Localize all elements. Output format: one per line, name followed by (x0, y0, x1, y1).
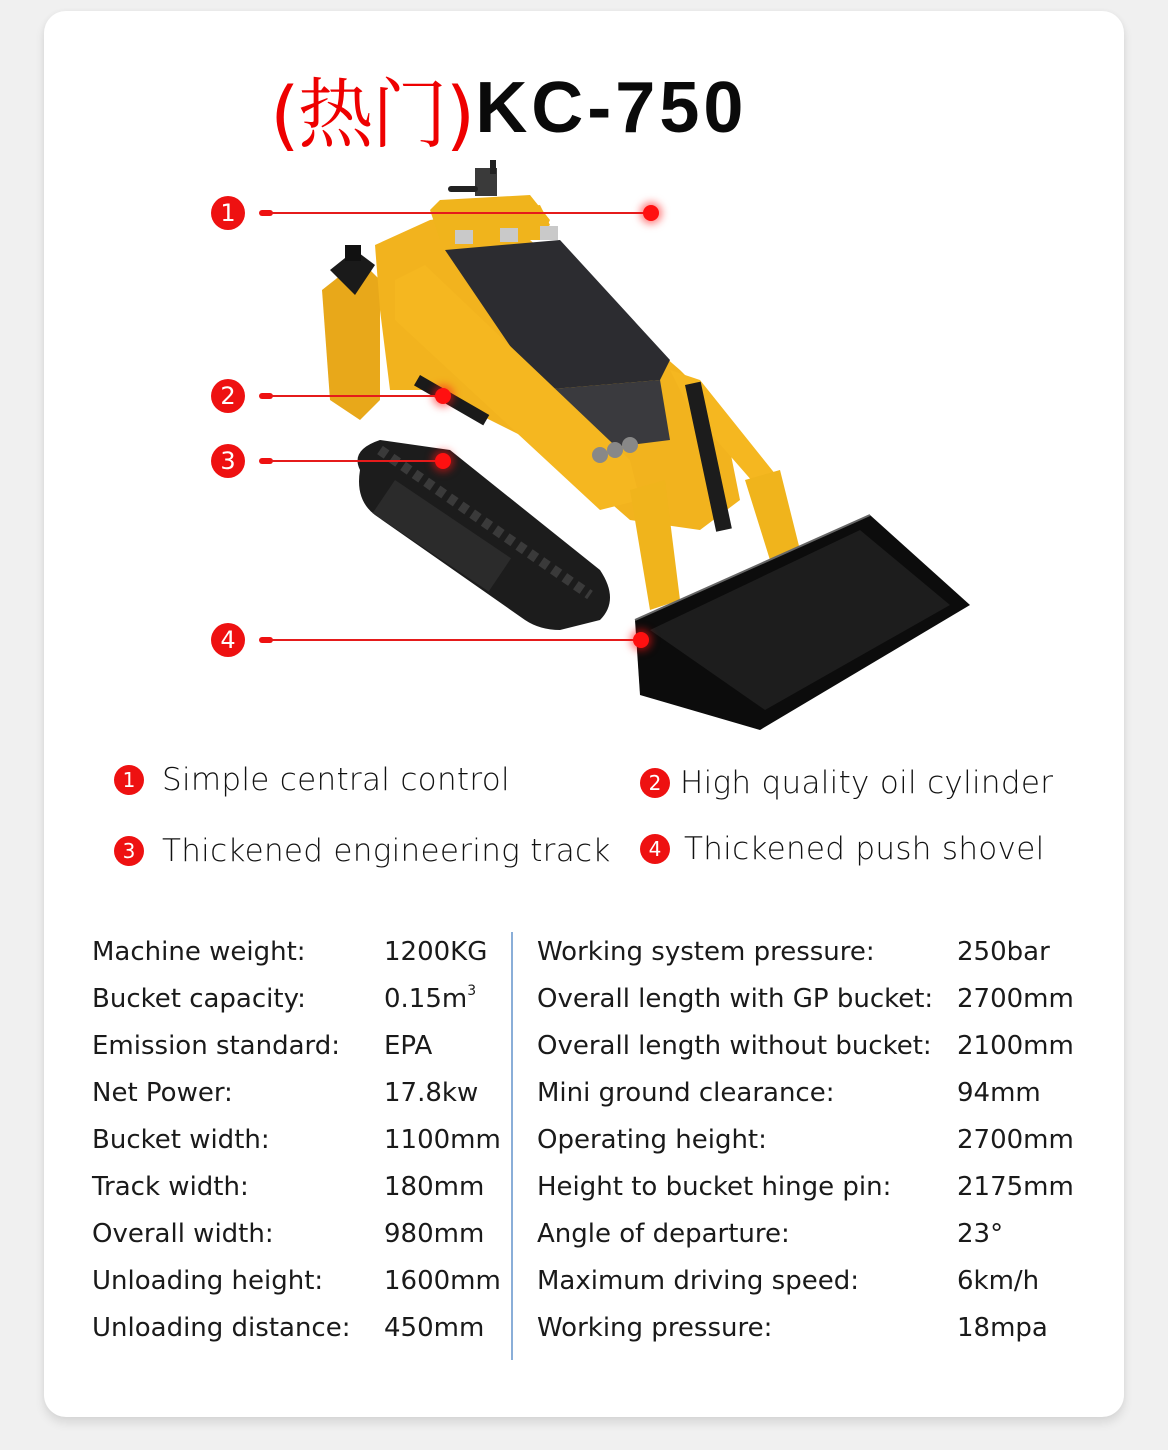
spec-row (537, 1210, 1097, 1257)
spec-label: Net Power: (92, 1077, 233, 1108)
spec-label: Emission standard: (92, 1030, 341, 1061)
spec-row (537, 1022, 1097, 1069)
spec-label: Overall length with GP bucket: (537, 983, 934, 1014)
spec-row (537, 928, 1097, 975)
spec-value: 1100mm (384, 1124, 501, 1155)
spec-row (537, 1304, 1097, 1351)
spec-row (92, 975, 502, 1022)
callout-number: 3 (211, 444, 245, 478)
spec-value: 980mm (384, 1218, 485, 1249)
feature-item-4 (640, 831, 1044, 867)
feature-number: 4 (640, 834, 670, 864)
spec-value-superscript: 3 (467, 983, 477, 999)
spec-value: 23° (957, 1218, 1004, 1249)
product-title (270, 58, 747, 158)
spec-row (537, 975, 1097, 1022)
spec-label: Unloading height: (92, 1265, 324, 1296)
callout-2 (211, 379, 671, 413)
spec-value: 2100mm (957, 1030, 1074, 1061)
callout-number: 1 (211, 196, 245, 230)
feature-number: 1 (114, 765, 144, 795)
spec-label: Bucket width: (92, 1124, 270, 1155)
spec-value: 2175mm (957, 1171, 1074, 1202)
spec-label: Operating height: (537, 1124, 767, 1155)
spec-value: 250bar (957, 936, 1050, 967)
spec-label: Overall length without bucket: (537, 1030, 932, 1061)
hot-tag: (热门) (270, 69, 474, 159)
spec-value-text: 0.15m (384, 984, 468, 1014)
spec-row (92, 1022, 502, 1069)
column-divider (511, 932, 513, 1360)
spec-label: Bucket capacity: (92, 983, 306, 1014)
feature-label: High quality oil cylinder (680, 765, 1054, 801)
spec-label: Maximum driving speed: (537, 1265, 859, 1296)
spec-row (92, 1210, 502, 1257)
spec-row (92, 1069, 502, 1116)
spec-row (92, 1116, 502, 1163)
spec-value: 18mpa (957, 1312, 1048, 1343)
spec-value: EPA (384, 1030, 433, 1061)
callout-line (271, 212, 651, 214)
specs-right-column (537, 928, 1097, 1351)
spec-label: Machine weight: (92, 936, 306, 967)
spec-value: 2700mm (957, 1124, 1074, 1155)
spec-row (92, 1163, 502, 1210)
callout-marker (435, 453, 451, 469)
spec-label: Angle of departure: (537, 1218, 790, 1249)
spec-label: Unloading distance: (92, 1312, 351, 1343)
callout-line (271, 639, 641, 641)
spec-row (537, 1116, 1097, 1163)
spec-value: 180mm (384, 1171, 485, 1202)
spec-label: Working system pressure: (537, 936, 875, 967)
callout-marker (643, 205, 659, 221)
callout-3 (211, 444, 671, 478)
spec-value: 1200KG (384, 936, 488, 967)
callout-marker (633, 632, 649, 648)
spec-row (537, 1257, 1097, 1304)
callout-number: 2 (211, 379, 245, 413)
spec-label: Mini ground clearance: (537, 1077, 835, 1108)
spec-value: 6km/h (957, 1265, 1040, 1296)
spec-value: 17.8kw (384, 1077, 479, 1108)
spec-label: Overall width: (92, 1218, 274, 1249)
spec-label: Track width: (92, 1171, 249, 1202)
callout-line (271, 395, 441, 397)
feature-label: Thickened push shovel (684, 831, 1045, 867)
callout-4 (211, 623, 671, 657)
feature-number: 2 (640, 768, 670, 798)
model-name: KC-750 (475, 68, 748, 148)
spec-value (384, 983, 476, 1014)
spec-label: Height to bucket hinge pin: (537, 1171, 892, 1202)
spec-label: Working pressure: (537, 1312, 773, 1343)
feature-item-1 (114, 762, 510, 798)
spec-value: 1600mm (384, 1265, 501, 1296)
specs-left-column (92, 928, 502, 1351)
spec-row (92, 1257, 502, 1304)
spec-value: 450mm (384, 1312, 485, 1343)
spec-value: 94mm (957, 1077, 1041, 1108)
callout-line (271, 460, 441, 462)
feature-number: 3 (114, 836, 144, 866)
feature-label: Thickened engineering track (162, 833, 611, 869)
spec-row (92, 928, 502, 975)
callout-1 (211, 196, 671, 230)
spec-row (92, 1304, 502, 1351)
feature-item-3 (114, 833, 611, 869)
feature-label: Simple central control (162, 762, 510, 798)
spec-row (537, 1069, 1097, 1116)
feature-item-2 (640, 765, 1053, 801)
callout-number: 4 (211, 623, 245, 657)
callout-marker (435, 388, 451, 404)
spec-value: 2700mm (957, 983, 1074, 1014)
spec-row (537, 1163, 1097, 1210)
